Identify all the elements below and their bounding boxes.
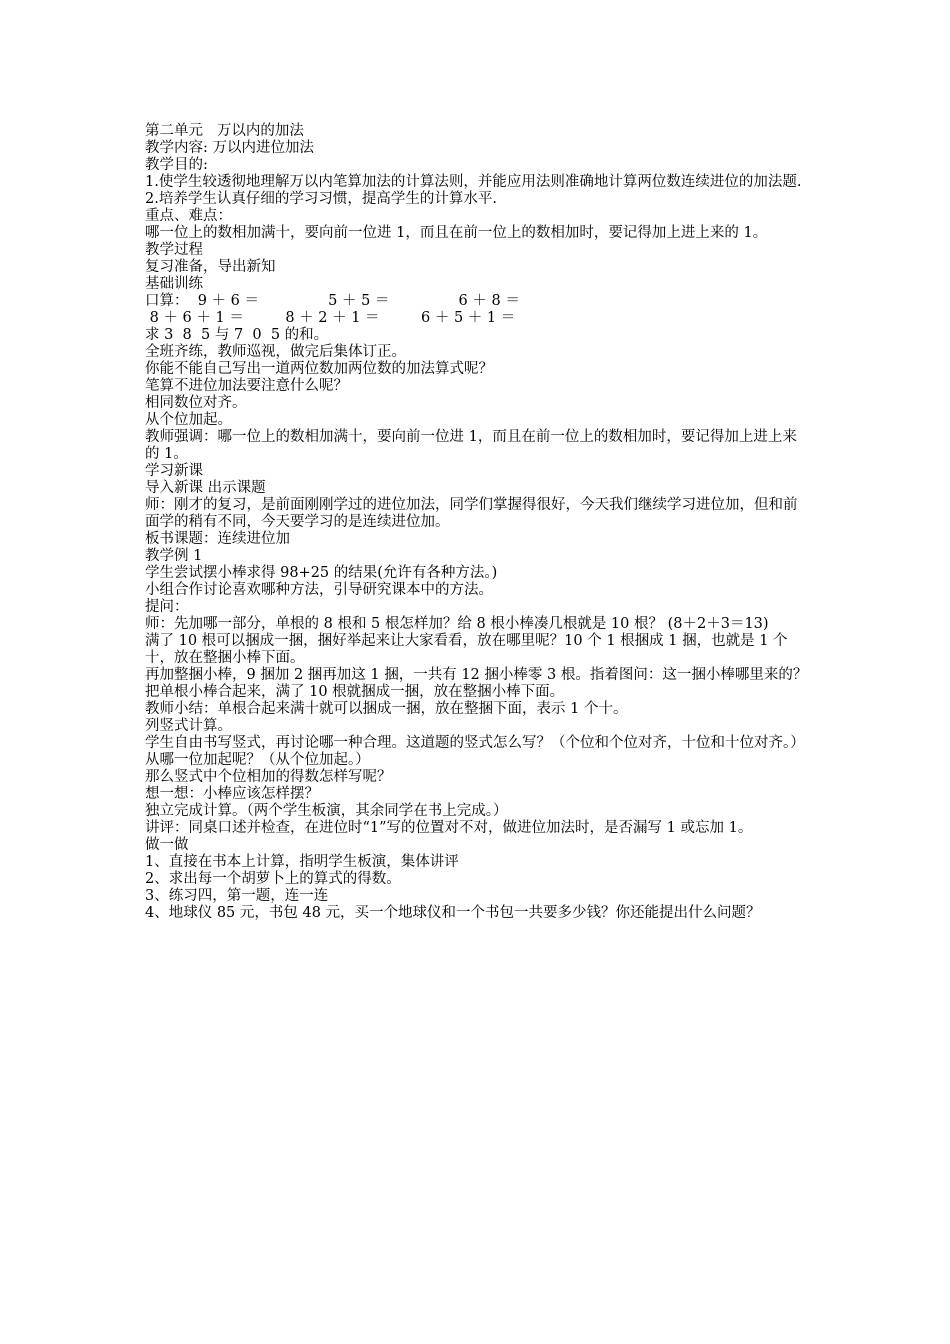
bundle-explanation: 满了 10 根可以捆成一捆，捆好举起来让大家看看，放在哪里呢？10 个 1 根捆成 1 捆，也就是 1 个十，放在整捆小棒下面。 bbox=[145, 633, 788, 666]
question-write-equation: 你能不能自己写出一道两位数加两位数的加法算式呢？ bbox=[145, 361, 493, 377]
document-body bbox=[145, 123, 810, 922]
practice-1: 1、直接在书本上计算，指明学生板演，集体讲评 bbox=[145, 854, 459, 870]
review-comment: 讲评：同桌口述并检查，在进位时“1”写的位置对不对，做进位加法时，是否漏写 1 或忘加 1。 bbox=[145, 820, 753, 836]
independent-calc: 独立完成计算。（两个学生板演，其余同学在书上完成。） bbox=[145, 803, 508, 819]
practice-3: 3、练习四，第一题，连一连 bbox=[145, 888, 329, 904]
new-lesson-heading: 学习新课 bbox=[145, 463, 203, 479]
key-points-heading: 重点、难点： bbox=[145, 208, 232, 224]
answer-start-ones: 从个位加起。 bbox=[145, 412, 232, 428]
mental-math-row-2: 8 ＋ 6 ＋ 1 ＝ 8 ＋ 2 ＋ 1 ＝ 6 ＋ 5 ＋ 1 ＝ bbox=[145, 310, 516, 326]
goal-2: 2.培养学生认真仔细的学习习惯，提高学生的计算水平. bbox=[145, 191, 497, 207]
question-attention: 笔算不进位加法要注意什么呢？ bbox=[145, 378, 348, 394]
mental-math-row-1: 口算： 9 ＋ 6 ＝ 5 ＋ 5 ＝ 6 ＋ 8 ＝ bbox=[145, 293, 520, 309]
intro-heading: 导入新课 出示课题 bbox=[145, 480, 266, 496]
student-try: 学生尝试摆小棒求得 98+25 的结果(允许有各种方法。) bbox=[145, 565, 498, 581]
start-from-question: 从哪一位加起呢？（从个位加起。） bbox=[145, 752, 370, 768]
basic-training-heading: 基础训练 bbox=[145, 276, 203, 292]
teaching-content: 教学内容: 万以内进位加法 bbox=[145, 140, 314, 156]
practice-heading: 做一做 bbox=[145, 837, 189, 853]
class-practice: 全班齐练，教师巡视，做完后集体订正。 bbox=[145, 344, 406, 360]
ones-sum-question: 那么竖式中个位相加的得数怎样写呢？ bbox=[145, 769, 392, 785]
think-question: 想一想：小棒应该怎样摆？ bbox=[145, 786, 319, 802]
goal-1: 1.使学生较透彻地理解万以内笔算加法的计算法则，并能应用法则准确地计算两位数连续进位的加法题. bbox=[145, 174, 802, 190]
vertical-calc-heading: 列竖式计算。 bbox=[145, 718, 232, 734]
teaching-goals-heading: 教学目的: bbox=[145, 157, 208, 173]
add-bundles: 再加整捆小棒，9 捆加 2 捆再加这 1 捆，一共有 12 捆小棒零 3 根。指着图问：这一捆小棒哪里来的？ bbox=[145, 667, 808, 683]
practice-4: 4、地球仪 85 元，书包 48 元，买一个地球仪和一个书包一共要多少钱？你还能提出什么问题？ bbox=[145, 905, 761, 921]
group-discussion: 小组合作讨论喜欢哪种方法，引导研究课本中的方法。 bbox=[145, 582, 493, 598]
example-heading: 教学例 1 bbox=[145, 548, 203, 564]
teacher-summary: 教师小结：单根合起来满十就可以捆成一捆，放在整捆下面，表示 1 个十。 bbox=[145, 701, 628, 717]
answer-align: 相同数位对齐。 bbox=[145, 395, 247, 411]
review-heading: 复习准备，导出新知 bbox=[145, 259, 276, 275]
sum-exercise: 求 3 8 5 与 7 0 5 的和。 bbox=[145, 327, 329, 343]
board-topic: 板书课题：连续进位加 bbox=[145, 531, 290, 547]
combine-singles: 把单根小棒合起来，满了 10 根就捆成一捆，放在整捆小棒下面。 bbox=[145, 684, 565, 700]
key-points-text: 哪一位上的数相加满十，要向前一位进 1，而且在前一位上的数相加时，要记得加上进上来的 1。 bbox=[145, 225, 768, 241]
student-vertical: 学生自由书写竖式，再讨论哪一种合理。这道题的竖式怎么写？（个位和个位对齐，十位和十位对齐。） bbox=[145, 735, 805, 751]
question-heading: 提问： bbox=[145, 599, 189, 615]
teacher-intro: 师：刚才的复习，是前面刚刚学过的进位加法，同学们掌握得很好，今天我们继续学习进位加，但和前面学的稍有不同，今天要学习的是连续进位加。 bbox=[145, 497, 798, 530]
process-heading: 教学过程 bbox=[145, 242, 203, 258]
teacher-emphasis: 教师强调：哪一位上的数相加满十，要向前一位进 1，而且在前一位上的数相加时，要记得加上进上来的 1。 bbox=[145, 429, 797, 462]
practice-2: 2、求出每一个胡萝卜上的算式的得数。 bbox=[145, 871, 401, 887]
teacher-question: 师：先加哪一部分，单根的 8 根和 5 根怎样加？给 8 根小棒凑几根就是 10 根？ (8＋2＋3＝13) bbox=[145, 616, 769, 632]
unit-title: 第二单元 万以内的加法 bbox=[145, 123, 304, 139]
